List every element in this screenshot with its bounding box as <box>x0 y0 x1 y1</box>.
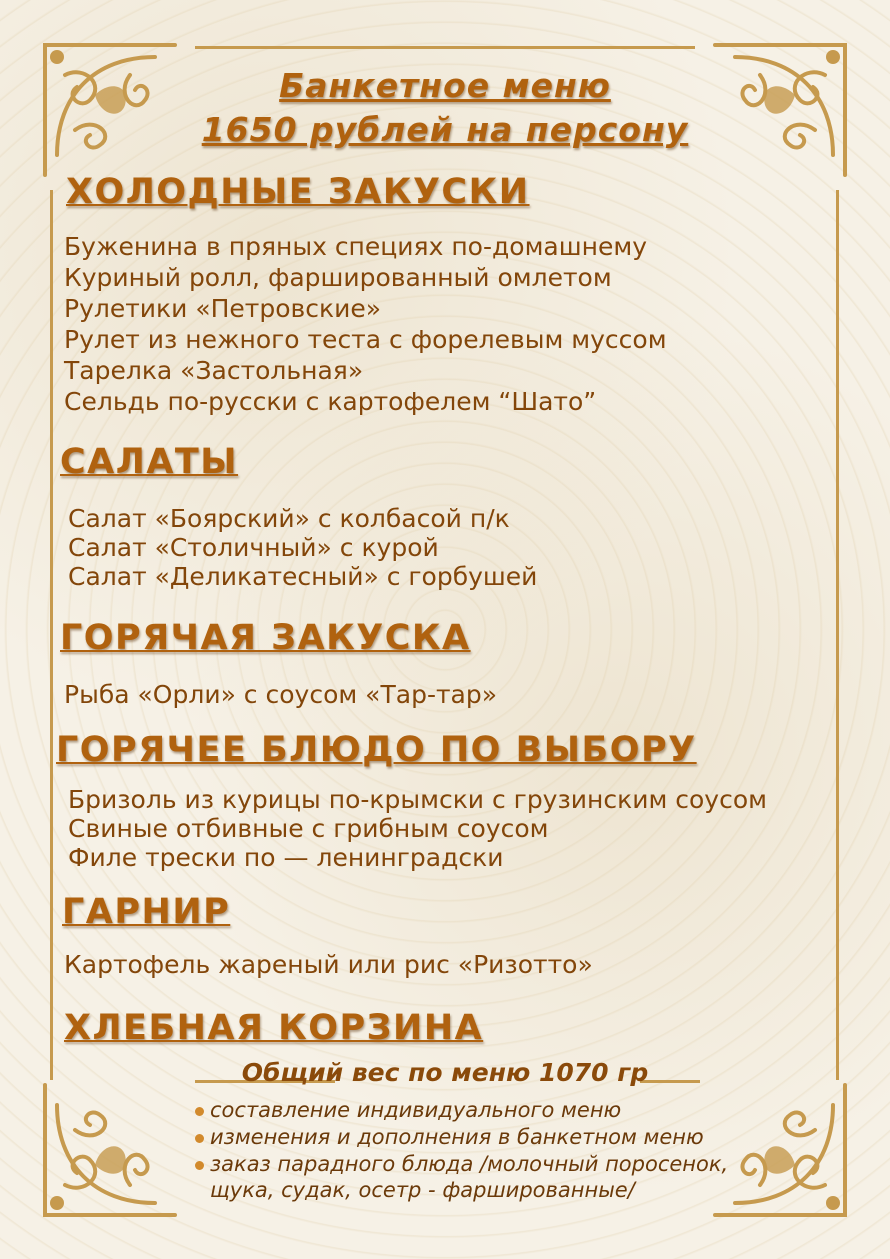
price-per-person: 1650 рублей на персону <box>201 110 689 149</box>
list-item: Салат «Боярский» с колбасой п/к <box>68 504 510 533</box>
total-weight: Общий вес по меню 1070 гр <box>241 1058 649 1087</box>
list-item: Рыба «Орли» с соусом «Тар-тар» <box>64 680 498 709</box>
list-item: Салат «Столичный» с курой <box>68 533 439 562</box>
list-item: Свиные отбивные с грибным соусом <box>68 814 549 843</box>
section-heading-bread-basket: ХЛЕБНАЯ КОРЗИНА <box>64 1008 484 1048</box>
list-item: Буженина в пряных специях по-домашнему <box>64 232 648 261</box>
service-note-text: изменения и дополнения в банкетном меню <box>210 1125 704 1149</box>
list-item: Картофель жареный или рис «Ризотто» <box>64 950 593 979</box>
service-note <box>195 1098 621 1122</box>
service-note <box>195 1125 704 1149</box>
top-rule <box>195 46 695 49</box>
menu-title: Банкетное меню <box>279 66 611 105</box>
corner-ornament-bottom-left <box>35 1075 185 1225</box>
section-heading-garnish: ГАРНИР <box>62 892 231 932</box>
service-note-continuation: щука, судак, осетр - фаршированные/ <box>210 1178 635 1202</box>
section-heading-hot-starter: ГОРЯЧАЯ ЗАКУСКА <box>60 618 471 658</box>
left-rule <box>50 190 53 1080</box>
bullet-icon <box>195 1134 204 1143</box>
list-item: Тарелка «Застольная» <box>64 356 364 385</box>
corner-ornament-bottom-right <box>705 1075 855 1225</box>
list-item: Куриный ролл, фаршированный омлетом <box>64 263 612 292</box>
right-rule <box>836 190 839 1080</box>
list-item: Бризоль из курицы по-крымски с грузинским соусом <box>68 785 767 814</box>
list-item: Рулет из нежного теста с форелевым муссом <box>64 325 667 354</box>
section-heading-hot-main: ГОРЯЧЕЕ БЛЮДО ПО ВЫБОРУ <box>56 730 697 770</box>
service-note-text: заказ парадного блюда /молочный поросенок, <box>210 1152 729 1176</box>
list-item: Салат «Деликатесный» с горбушей <box>68 562 538 591</box>
bullet-icon <box>195 1107 204 1116</box>
list-item: Филе трески по — ленинградски <box>68 843 504 872</box>
section-heading-salads: САЛАТЫ <box>60 442 239 482</box>
service-note-text: составление индивидуального меню <box>210 1098 622 1122</box>
service-note <box>195 1152 728 1176</box>
list-item: Сельдь по-русски с картофелем “Шато” <box>64 387 597 416</box>
bullet-icon <box>195 1161 204 1170</box>
section-heading-cold-starters: ХОЛОДНЫЕ ЗАКУСКИ <box>66 172 530 212</box>
list-item: Рулетики «Петровские» <box>64 294 382 323</box>
